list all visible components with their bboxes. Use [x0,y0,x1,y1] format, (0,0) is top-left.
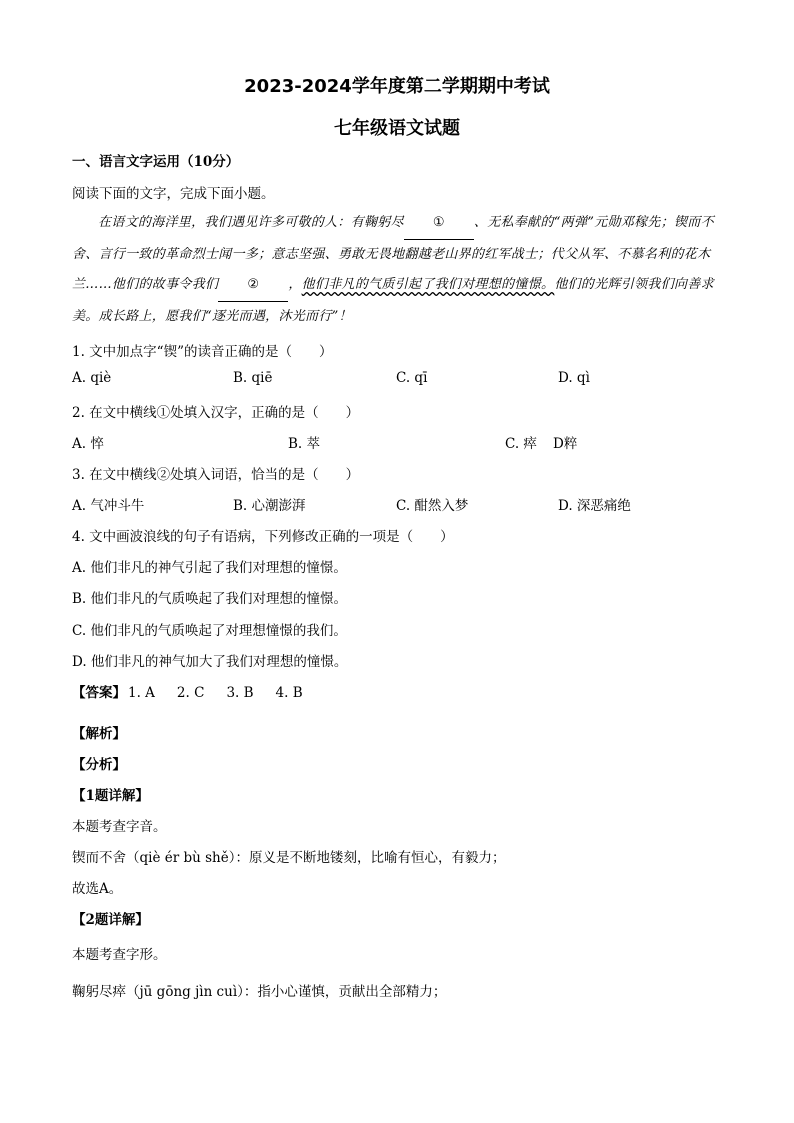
question-4-stem: 4. 文中画波浪线的句子有语病，下列修改正确的一项是（ ） [72,529,454,545]
answer-label: 【答案】 [72,685,126,701]
question-2-stem: 2. 在文中横线①处填入汉字，正确的是（ ） [72,405,360,421]
answer-item: 1. A [128,685,155,701]
passage-text: 、无私奉献的“两弹”元勋邓稼先；锲而不舍、言行一致的革命烈士闻一多；意志坚强、勇敢无畏地翻越老山界的红军战士；代父从军、不慕名利的花木兰……他们的故事令我们 [72,215,714,292]
answer-item: 4. B [275,685,303,701]
question-2-option: C. 瘁 [505,436,537,452]
question-3-option: B. 心潮澎湃 [233,498,306,514]
analysis-subheading: 【分析】 [72,757,126,773]
reading-passage [72,208,720,332]
question-1-option: A. qiè [72,370,112,386]
answer-item: 3. B [226,685,254,701]
question-4-option: A. 他们非凡的神气引起了我们对理想的憧憬。 [72,560,347,576]
q1-detail-text: 故选A。 [72,881,123,897]
question-2-option: B. 萃 [288,436,321,452]
passage-text: 他们的光辉引领我们向善求美。成长路上，愿我们“逐光而遇，沐光而行”！ [72,277,714,324]
question-3-option: D. 深恶痛绝 [558,498,631,514]
question-4-option: C. 他们非凡的气质唤起了对理想憧憬的我们。 [72,623,347,639]
passage-text: ， [288,277,302,292]
answer-item: 2. C [176,685,205,701]
q1-detail-heading: 【1题详解】 [72,788,149,804]
question-1-stem: 1. 文中加点字“锲”的读音正确的是（ ） [72,344,333,360]
blank-2: ② [218,270,288,302]
question-4-option: B. 他们非凡的气质唤起了我们对理想的憧憬。 [72,591,348,607]
page-title: 2023-2024学年度第二学期期中考试 [244,76,550,97]
q2-detail-text: 鞠躬尽瘁（jū gōng jìn cuì）：指小心谨慎，贡献出全部精力； [72,984,447,1000]
q1-detail-text: 锲而不舍（qiè ér bù shě）：原义是不断地镂刻，比喻有恒心，有毅力； [72,850,506,866]
blank-1: ① [404,208,474,240]
analysis-heading: 【解析】 [72,726,126,742]
question-3-stem: 3. 在文中横线②处填入词语，恰当的是（ ） [72,467,360,483]
wavy-sentence: 他们非凡的气质引起了我们对理想的憧憬。 [301,277,555,292]
page-subtitle: 七年级语文试题 [334,118,460,139]
answer-line [72,681,325,701]
section-instruction: 阅读下面的文字，完成下面小题。 [72,186,275,202]
section-heading: 一、语言文字运用（10分） [72,154,240,170]
q2-detail-heading: 【2题详解】 [72,912,149,928]
question-1-option: B. qiē [233,370,273,386]
question-3-option: C. 酣然入梦 [396,498,469,514]
passage-text: 在语文的海洋里，我们遇见许多可敬的人：有鞠躬尽 [98,215,404,230]
question-2-option: A. 悴 [72,436,104,452]
question-3-option: A. 气冲斗牛 [72,498,145,514]
question-4-option: D. 他们非凡的神气加大了我们对理想的憧憬。 [72,654,348,670]
q1-detail-text: 本题考查字音。 [72,819,167,835]
q2-detail-text: 本题考查字形。 [72,947,167,963]
question-1-option: C. qī [396,370,428,386]
question-2-option: D粹 [553,436,578,452]
question-1-option: D. qì [558,370,590,386]
